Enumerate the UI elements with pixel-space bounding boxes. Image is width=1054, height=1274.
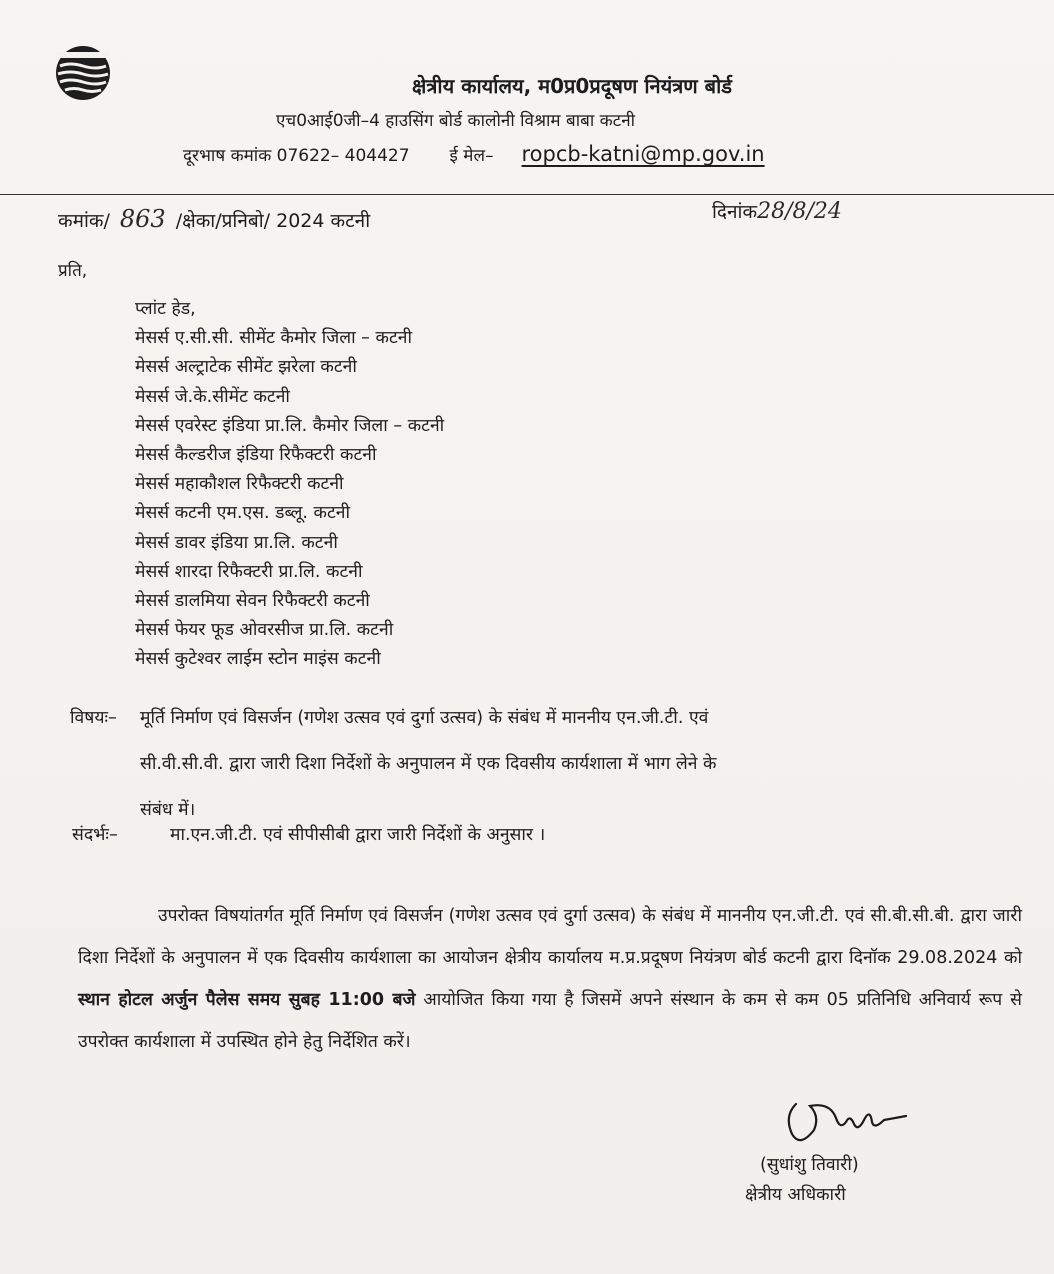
- subject-block: [70, 695, 990, 833]
- header-divider: [0, 194, 1054, 195]
- phone-label: दूरभाष कमांक 07622– 404427: [183, 146, 410, 166]
- reference-block: [72, 822, 545, 846]
- subject-line: संबंध में।: [140, 800, 196, 820]
- body-paragraph: [78, 895, 1022, 1063]
- list-item: मेसर्स जे.के.सीमेंट कटनी: [135, 386, 290, 407]
- list-item: मेसर्स फेयर फूड ओवरसीज प्रा.लि. कटनी: [135, 620, 394, 641]
- email-address: ropcb-katni@mp.gov.in: [521, 142, 765, 166]
- office-address: एच0आई0जी–4 हाउसिंग बोर्ड कालोनी विश्राम बाबा कटनी: [276, 111, 636, 131]
- office-heading: क्षेत्रीय कार्यालय, म0प्र0प्रदूषण नियंत्रण बोर्ड: [412, 74, 732, 98]
- list-item: मेसर्स डावर इंडिया प्रा.लि. कटनी: [135, 532, 338, 553]
- date-label: दिनांक: [712, 201, 758, 223]
- handwritten-signature: [780, 1096, 910, 1152]
- reference-text: मा.एन.जी.टी. एवं सीपीसीबी द्वारा जारी निर्देशों के अनुसार ।: [170, 825, 546, 845]
- venue-time-text: स्थान होटल अर्जुन पैलेस समय सुबह 11:00 बजे: [78, 990, 416, 1010]
- body-text: उपरोक्त विषयांतर्गत मूर्ति निर्माण एवं विसर्जन (गणेश उत्सव एवं दुर्गा उत्सव) के संबंध में माननीय एन.जी.टी. एवं सी.बी.सी.बी. द्वारा जारी दिशा निर्देशों के अनुपालन में एक दिवसीय कार्यशाला का आयोजन क्षेत्रीय कार्यालय म.प्र.प्रदूषण नियंत्रण बोर्ड कटनी द्वारा दिनॉक 29.08.2024 को: [78, 906, 1022, 968]
- list-item: मेसर्स डालमिया सेवन रिफैक्टरी कटनी: [135, 591, 370, 612]
- list-item: मेसर्स एवरेस्ट इंडिया प्रा.लि. कैमोर जिला – कटनी: [135, 415, 445, 436]
- ref-prefix: कमांक/: [58, 210, 110, 232]
- subject-line: सी.वी.सी.वी. द्वारा जारी दिशा निर्देशों के अनुपालन में एक दिवसीय कार्यशाला में भाग लेने के: [140, 754, 717, 774]
- subject-label: विषयः–: [70, 708, 117, 728]
- signatory-designation: क्षेत्रीय अधिकारी: [745, 1185, 846, 1205]
- list-item: मेसर्स शारदा रिफैक्टरी प्रा.लि. कटनी: [135, 561, 363, 582]
- addressee-list: [135, 295, 444, 675]
- date-handwritten: 28/8/24: [757, 199, 842, 224]
- ref-suffix: /क्षेका/प्रनिबो/ 2024 कटनी: [175, 210, 371, 232]
- list-item: मेसर्स कुटेश्वर लाईम स्टोन माइंस कटनी: [135, 649, 381, 670]
- list-item: मेसर्स कैल्डरीज इंडिया रिफैक्टरी कटनी: [135, 445, 377, 466]
- letter-date: [712, 198, 842, 224]
- list-item: मेसर्स कटनी एम.एस. डब्लू. कटनी: [135, 503, 351, 524]
- reference-label: संदर्भः–: [72, 825, 118, 845]
- subject-text: [140, 695, 990, 833]
- signatory-name: (सुधांशु तिवारी): [760, 1155, 859, 1175]
- list-item: मेसर्स महाकौशल रिफैक्टरी कटनी: [135, 474, 344, 495]
- contact-line: [183, 142, 765, 166]
- subject-line: मूर्ति निर्माण एवं विसर्जन (गणेश उत्सव एवं दुर्गा उत्सव) के संबंध में माननीय एन.जी.टी. एवं: [140, 708, 709, 728]
- to-label: प्रति,: [58, 261, 88, 281]
- list-item: मेसर्स ए.सी.सी. सीमेंट कैमोर जिला – कटनी: [135, 328, 413, 349]
- list-item: प्लांट हेड,: [135, 299, 196, 319]
- list-item: मेसर्स अल्ट्राटेक सीमेंट झरेला कटनी: [135, 357, 357, 378]
- email-label: ई मेल–: [449, 146, 494, 166]
- reference-number: [58, 205, 370, 233]
- body-text: आयोजित किया गया है जिसमें अपने संस्थान के कम से कम 05 प्रतिनिधि अनिवार्य रूप से उपरोक्त कार्यशाला में उपस्थित होने हेतु निर्देशित करें।: [78, 990, 1022, 1052]
- ref-handwritten-number: 863: [119, 205, 166, 233]
